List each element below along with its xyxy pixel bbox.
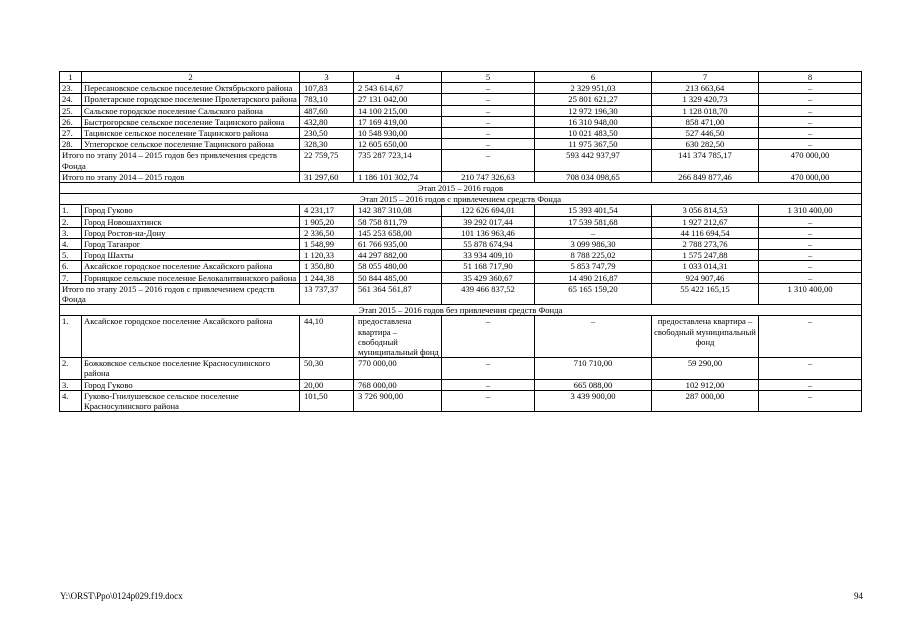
table-cell: – <box>442 379 535 390</box>
table-cell: – <box>442 105 535 116</box>
row-name: Пересановское сельское поселение Октябрьского района <box>82 83 300 94</box>
total-cell: 13 737,37 <box>300 283 354 304</box>
table-cell: 2 336,50 <box>300 227 354 238</box>
total-cell: 593 442 937,97 <box>535 150 652 171</box>
table-cell: 16 310 948,00 <box>535 116 652 127</box>
header-cell: 7 <box>652 72 759 83</box>
header-cell: 2 <box>82 72 300 83</box>
total-label: Итого по этапу 2014 – 2015 годов <box>60 171 300 182</box>
table-row <box>60 272 862 283</box>
header-cell: 6 <box>535 72 652 83</box>
table-cell: – <box>442 139 535 150</box>
table-cell: 3 099 986,30 <box>535 239 652 250</box>
table-cell: – <box>442 116 535 127</box>
table-cell: 15 393 401,54 <box>535 205 652 216</box>
total-cell: 31 297,60 <box>300 171 354 182</box>
table-cell: 50,30 <box>300 358 354 379</box>
table-cell: 101,50 <box>300 390 354 411</box>
table-cell: 2 329 951,03 <box>535 83 652 94</box>
header-cell: 5 <box>442 72 535 83</box>
stage-subheading-label: Этап 2015 – 2016 годов без привлечения средств Фонда <box>60 305 862 316</box>
header-row <box>60 72 862 83</box>
table-cell: – <box>759 272 862 283</box>
table-cell: 287 000,00 <box>652 390 759 411</box>
table-cell: 58 055 480,00 <box>354 261 442 272</box>
table-cell: 768 000,00 <box>354 379 442 390</box>
table-cell: 44 297 882,00 <box>354 250 442 261</box>
table-cell: 487,60 <box>300 105 354 116</box>
total-label: Итого по этапу 2014 – 2015 годов без привлечения средств Фонда <box>60 150 300 171</box>
row-name: Сальское городское поселение Сальского района <box>82 105 300 116</box>
total-cell: 561 364 561,87 <box>354 283 442 304</box>
table-cell: 25 801 621,27 <box>535 94 652 105</box>
row-name: Город Ростов-на-Дону <box>82 227 300 238</box>
table-cell: 58 758 811,79 <box>354 216 442 227</box>
table-cell: 1 350,80 <box>300 261 354 272</box>
table-row <box>60 94 862 105</box>
table-row <box>60 358 862 379</box>
table-cell: 527 446,50 <box>652 128 759 139</box>
row-number: 4. <box>60 239 82 250</box>
table-cell: 328,30 <box>300 139 354 150</box>
row-name: Пролетарское городское поселение Пролетарского района <box>82 94 300 105</box>
table-row <box>60 83 862 94</box>
row-name: Божковское сельское поселение Красносулинского района <box>82 358 300 379</box>
row-name: Тацинское сельское поселение Тацинского района <box>82 128 300 139</box>
row-number: 25. <box>60 105 82 116</box>
table-cell: 20,00 <box>300 379 354 390</box>
row-number: 28. <box>60 139 82 150</box>
row-name: Город Новошахтинск <box>82 216 300 227</box>
table-cell: 51 168 717,90 <box>442 261 535 272</box>
table-cell: 59 290,00 <box>652 358 759 379</box>
total-cell: 470 000,00 <box>759 150 862 171</box>
table-cell: – <box>759 105 862 116</box>
table-cell: 44,10 <box>300 316 354 358</box>
table-cell: 10 021 483,50 <box>535 128 652 139</box>
table-cell: 1 548,99 <box>300 239 354 250</box>
table-cell: – <box>759 358 862 379</box>
table-cell: 1 128 018,70 <box>652 105 759 116</box>
table-cell: – <box>759 379 862 390</box>
table-cell: 213 663,64 <box>652 83 759 94</box>
page-number: 94 <box>854 591 863 601</box>
table-cell: 102 912,00 <box>652 379 759 390</box>
row-name: Гуково-Гнилушевское сельское поселение Красносулинского района <box>82 390 300 411</box>
row-number: 24. <box>60 94 82 105</box>
table-cell: 630 282,50 <box>652 139 759 150</box>
stage-subheading <box>60 194 862 205</box>
total-cell: 1 310 400,00 <box>759 283 862 304</box>
total-cell: – <box>442 150 535 171</box>
header-cell: 3 <box>300 72 354 83</box>
table-cell: 4 231,17 <box>300 205 354 216</box>
table-cell: 12 605 650,00 <box>354 139 442 150</box>
table-cell: 145 253 658,00 <box>354 227 442 238</box>
row-name: Аксайское городское поселение Аксайского района <box>82 261 300 272</box>
table-cell: 35 429 360,67 <box>442 272 535 283</box>
table-row <box>60 216 862 227</box>
table-cell: 783,10 <box>300 94 354 105</box>
table-cell: – <box>442 94 535 105</box>
table-cell: – <box>759 94 862 105</box>
table-cell: 3 726 900,00 <box>354 390 442 411</box>
table-row <box>60 105 862 116</box>
total-cell: 439 466 837,52 <box>442 283 535 304</box>
row-number: 2. <box>60 358 82 379</box>
total-cell: 470 000,00 <box>759 171 862 182</box>
table-row <box>60 227 862 238</box>
table-cell: 1 310 400,00 <box>759 205 862 216</box>
table-cell: 107,83 <box>300 83 354 94</box>
table-cell: 1 033 014,31 <box>652 261 759 272</box>
table-row <box>60 116 862 127</box>
total-cell: 141 374 785,17 <box>652 150 759 171</box>
table-cell: – <box>442 390 535 411</box>
total-cell: 1 186 101 302,74 <box>354 171 442 182</box>
row-number: 26. <box>60 116 82 127</box>
table-row <box>60 261 862 272</box>
table-cell: 1 905,20 <box>300 216 354 227</box>
table-cell: – <box>759 128 862 139</box>
total-cell: 210 747 326,63 <box>442 171 535 182</box>
table-cell: – <box>535 316 652 358</box>
table-cell: 142 387 310,08 <box>354 205 442 216</box>
row-number: 4. <box>60 390 82 411</box>
table-row <box>60 239 862 250</box>
row-number: 5. <box>60 250 82 261</box>
row-name: Город Гуково <box>82 379 300 390</box>
table-cell: 2 543 614,67 <box>354 83 442 94</box>
table-cell: 230,50 <box>300 128 354 139</box>
row-name: Быстрогорское сельское поселение Тацинского района <box>82 116 300 127</box>
table-cell: 17 539 581,68 <box>535 216 652 227</box>
table-cell: – <box>759 316 862 358</box>
table-cell: 1 927 212,67 <box>652 216 759 227</box>
table-cell: – <box>442 358 535 379</box>
row-name: Город Гуково <box>82 205 300 216</box>
table-cell: 1 329 420,73 <box>652 94 759 105</box>
table-cell: 858 471,00 <box>652 116 759 127</box>
table-row <box>60 316 862 358</box>
table-cell: 101 136 963,46 <box>442 227 535 238</box>
header-cell: 4 <box>354 72 442 83</box>
table-cell: – <box>759 227 862 238</box>
row-name: Город Шахты <box>82 250 300 261</box>
table-cell: – <box>759 390 862 411</box>
table-cell: 924 907,46 <box>652 272 759 283</box>
table-cell: 61 766 935,00 <box>354 239 442 250</box>
table-cell: 1 120,33 <box>300 250 354 261</box>
row-name: Город Таганрог <box>82 239 300 250</box>
table-cell: 2 788 273,76 <box>652 239 759 250</box>
row-name: Горняцкое сельское поселение Белокалитвинского района <box>82 272 300 283</box>
table-cell: – <box>759 239 862 250</box>
total-row <box>60 150 862 171</box>
table-cell: – <box>759 216 862 227</box>
table-cell: 1 244,38 <box>300 272 354 283</box>
table-row <box>60 379 862 390</box>
table-cell: – <box>442 128 535 139</box>
table-cell: 44 116 694,54 <box>652 227 759 238</box>
table-cell: 432,80 <box>300 116 354 127</box>
table-row <box>60 390 862 411</box>
table-cell: 3 056 814,53 <box>652 205 759 216</box>
table-cell: 12 972 196,30 <box>535 105 652 116</box>
table-cell: 27 131 042,00 <box>354 94 442 105</box>
table-cell: 39 292 017,44 <box>442 216 535 227</box>
table-cell: 1 575 247,88 <box>652 250 759 261</box>
row-name: Углегорское сельское поселение Тацинского района <box>82 139 300 150</box>
table-row <box>60 250 862 261</box>
row-number: 3. <box>60 227 82 238</box>
table-cell: – <box>759 139 862 150</box>
total-row <box>60 283 862 304</box>
row-name: Аксайское городское поселение Аксайского района <box>82 316 300 358</box>
table-cell: – <box>442 316 535 358</box>
table-cell: 8 788 225,02 <box>535 250 652 261</box>
table-row <box>60 205 862 216</box>
table-cell: – <box>442 83 535 94</box>
total-cell: 735 287 723,14 <box>354 150 442 171</box>
table-cell: предоставлена квартира – свободный муниципальный фонд <box>354 316 442 358</box>
table-cell: – <box>759 250 862 261</box>
table-cell: 50 844 485,00 <box>354 272 442 283</box>
stage-subheading <box>60 305 862 316</box>
program-table <box>59 71 862 412</box>
row-number: 27. <box>60 128 82 139</box>
table-cell: 33 934 409,10 <box>442 250 535 261</box>
table-cell: 17 169 419,00 <box>354 116 442 127</box>
stage-subheading-label: Этап 2015 – 2016 годов с привлечением средств Фонда <box>60 194 862 205</box>
total-row <box>60 171 862 182</box>
table-cell: – <box>759 116 862 127</box>
row-number: 3. <box>60 379 82 390</box>
row-number: 1. <box>60 316 82 358</box>
row-number: 6. <box>60 261 82 272</box>
total-cell: 55 422 165,15 <box>652 283 759 304</box>
table-cell: 710 710,00 <box>535 358 652 379</box>
total-cell: 65 165 159,20 <box>535 283 652 304</box>
table-cell: 10 548 930,00 <box>354 128 442 139</box>
table-cell: 122 626 694,01 <box>442 205 535 216</box>
header-cell: 1 <box>60 72 82 83</box>
header-cell: 8 <box>759 72 862 83</box>
table-cell: 55 878 674,94 <box>442 239 535 250</box>
stage-heading <box>60 183 862 194</box>
table-cell: 770 000,00 <box>354 358 442 379</box>
row-number: 1. <box>60 205 82 216</box>
table-row <box>60 139 862 150</box>
row-number: 23. <box>60 83 82 94</box>
row-number: 2. <box>60 216 82 227</box>
table-cell: 14 100 215,00 <box>354 105 442 116</box>
total-cell: 22 759,75 <box>300 150 354 171</box>
table-cell: – <box>759 261 862 272</box>
table-cell: 14 490 216,87 <box>535 272 652 283</box>
stage-heading-label: Этап 2015 – 2016 годов <box>60 183 862 194</box>
table-cell: – <box>759 83 862 94</box>
file-path: Y:\ORST\Ppo\0124p029.f19.docx <box>60 591 183 601</box>
total-label: Итого по этапу 2015 – 2016 годов с привлечением средств Фонда <box>60 283 300 304</box>
row-number: 7. <box>60 272 82 283</box>
table-cell: предоставлена квартира – свободный муниципальный фонд <box>652 316 759 358</box>
table-cell: – <box>535 227 652 238</box>
table-cell: 3 439 900,00 <box>535 390 652 411</box>
total-cell: 708 034 098,65 <box>535 171 652 182</box>
table-row <box>60 128 862 139</box>
table-cell: 5 853 747,79 <box>535 261 652 272</box>
table-cell: 11 975 367,50 <box>535 139 652 150</box>
total-cell: 266 849 877,46 <box>652 171 759 182</box>
table-cell: 665 088,00 <box>535 379 652 390</box>
